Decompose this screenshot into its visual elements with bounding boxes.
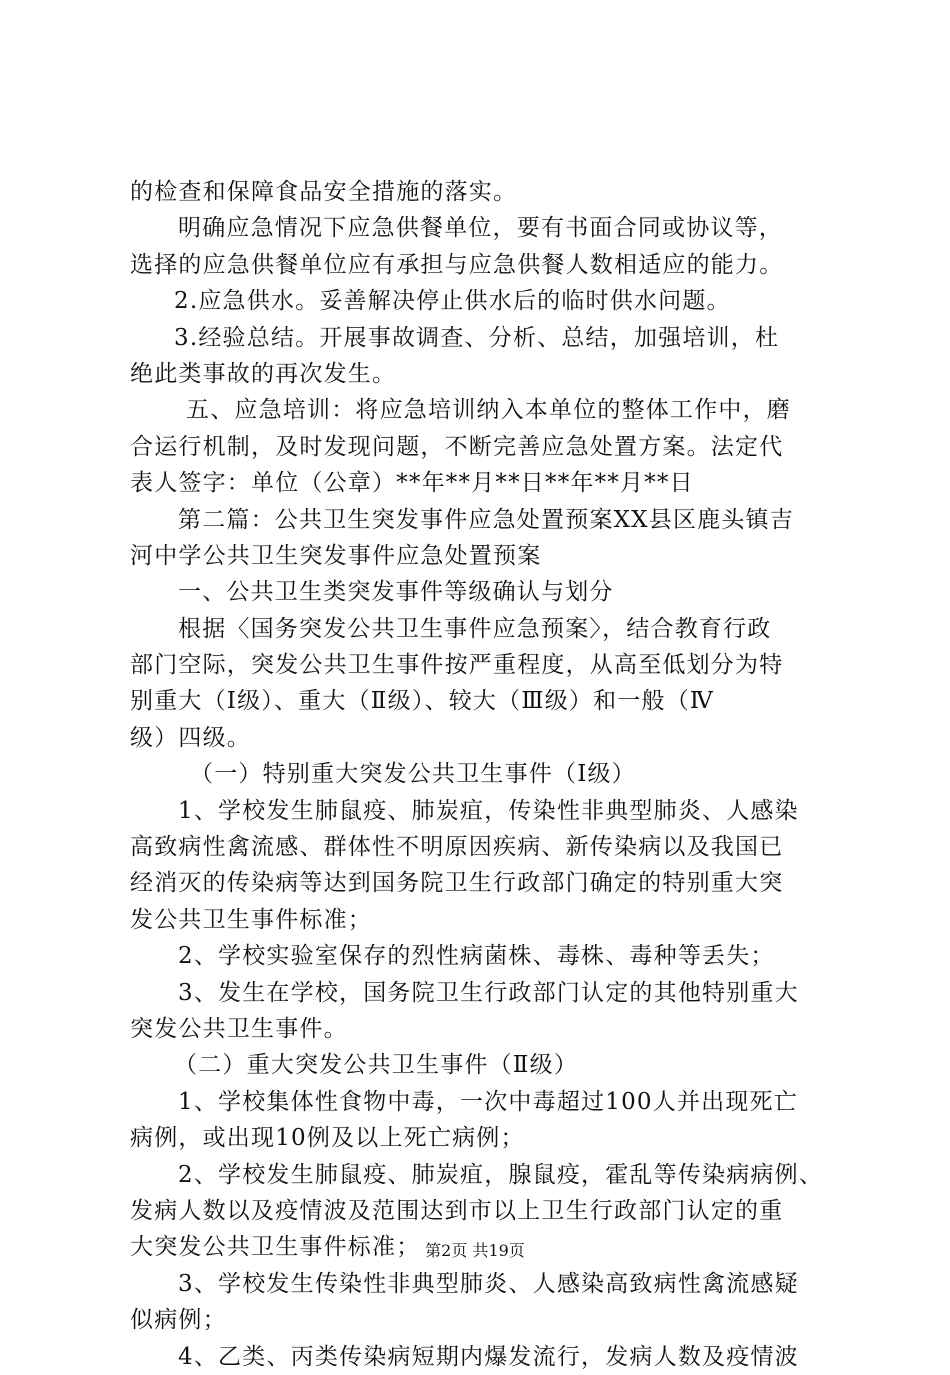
text-line: 4、乙类、丙类传染病短期内爆发流行，发病人数及疫情波 (178, 1343, 799, 1370)
text-line: 部门空际，突发公共卫生事件按严重程度，从高至低划分为特 (130, 652, 784, 679)
text-line: 1、学校集体性食物中毒，一次中毒超过100人并出现死亡 (178, 1088, 798, 1115)
text-line: 第二篇：公共卫生突发事件应急处置预案XX县区鹿头镇吉 (178, 506, 794, 533)
text-line: 发公共卫生事件标准； (130, 906, 372, 933)
text-line: 高致病性禽流感、群体性不明原因疾病、新传染病以及我国已 (130, 834, 784, 861)
text-line: 表人签字：单位（公章）**年**月**日**年**月**日 (130, 470, 694, 497)
page-footer: 第2页 共19页 (425, 1241, 525, 1260)
text-line: 发病人数以及疫情波及范围达到市以上卫生行政部门认定的重 (130, 1197, 784, 1224)
document-body (130, 174, 830, 1375)
text-line: 2.应急供水。妥善解决停止供水后的临时供水问题。 (174, 288, 731, 315)
text-line: 选择的应急供餐单位应有承担与应急供餐人数相适应的能力。 (130, 251, 784, 278)
text-line: 的检查和保障食品安全措施的落实。 (130, 179, 518, 205)
text-line: 经消灭的传染病等达到国务院卫生行政部门确定的特别重大突 (130, 870, 784, 897)
text-line: 2、学校发生肺鼠疫、肺炭疽，腺鼠疫，霍乱等传染病病例、 (178, 1161, 824, 1188)
text-line: 2、学校实验室保存的烈性病菌株、毒株、毒种等丢失； (178, 943, 775, 970)
text-line: 1、学校发生肺鼠疫、肺炭疽，传染性非典型肺炎、人感染 (178, 797, 799, 824)
text-line: 别重大（Ⅰ级）、重大（Ⅱ级）、较大（Ⅲ级）和一般（Ⅳ (130, 688, 715, 715)
text-line: 病例，或出现10例及以上死亡病例； (130, 1125, 525, 1152)
text-line: （二）重大突发公共卫生事件（Ⅱ级） (174, 1052, 579, 1079)
text-line: 绝此类事故的再次发生。 (130, 360, 397, 387)
text-line: 河中学公共卫生突发事件应急处置预案 (130, 542, 542, 569)
text-line: 3.经验总结。开展事故调查、分析、总结，加强培训，杜 (174, 324, 780, 351)
text-line: 大突发公共卫生事件标准； (130, 1234, 421, 1261)
text-line: 3、发生在学校，国务院卫生行政部门认定的其他特别重大 (178, 979, 799, 1006)
text-line: 一、公共卫生类突发事件等级确认与划分 (178, 579, 614, 606)
text-line: （一）特别重大突发公共卫生事件（Ⅰ级） (190, 761, 636, 788)
text-line: 五、应急培训：将应急培训纳入本单位的整体工作中，磨 (186, 397, 791, 424)
text-line: 级）四级。 (130, 724, 251, 751)
text-line: 3、学校发生传染性非典型肺炎、人感染高致病性禽流感疑 (178, 1270, 799, 1297)
text-line: 突发公共卫生事件。 (130, 1015, 348, 1042)
text-line: 合运行机制，及时发现问题，不断完善应急处置方案。法定代 (130, 433, 784, 460)
text-line: 根据〈国务突发公共卫生事件应急预案〉，结合教育行政 (178, 615, 772, 642)
text-line: 似病例； (130, 1307, 227, 1334)
text-line: 明确应急情况下应急供餐单位，要有书面合同或协议等， (178, 215, 783, 242)
